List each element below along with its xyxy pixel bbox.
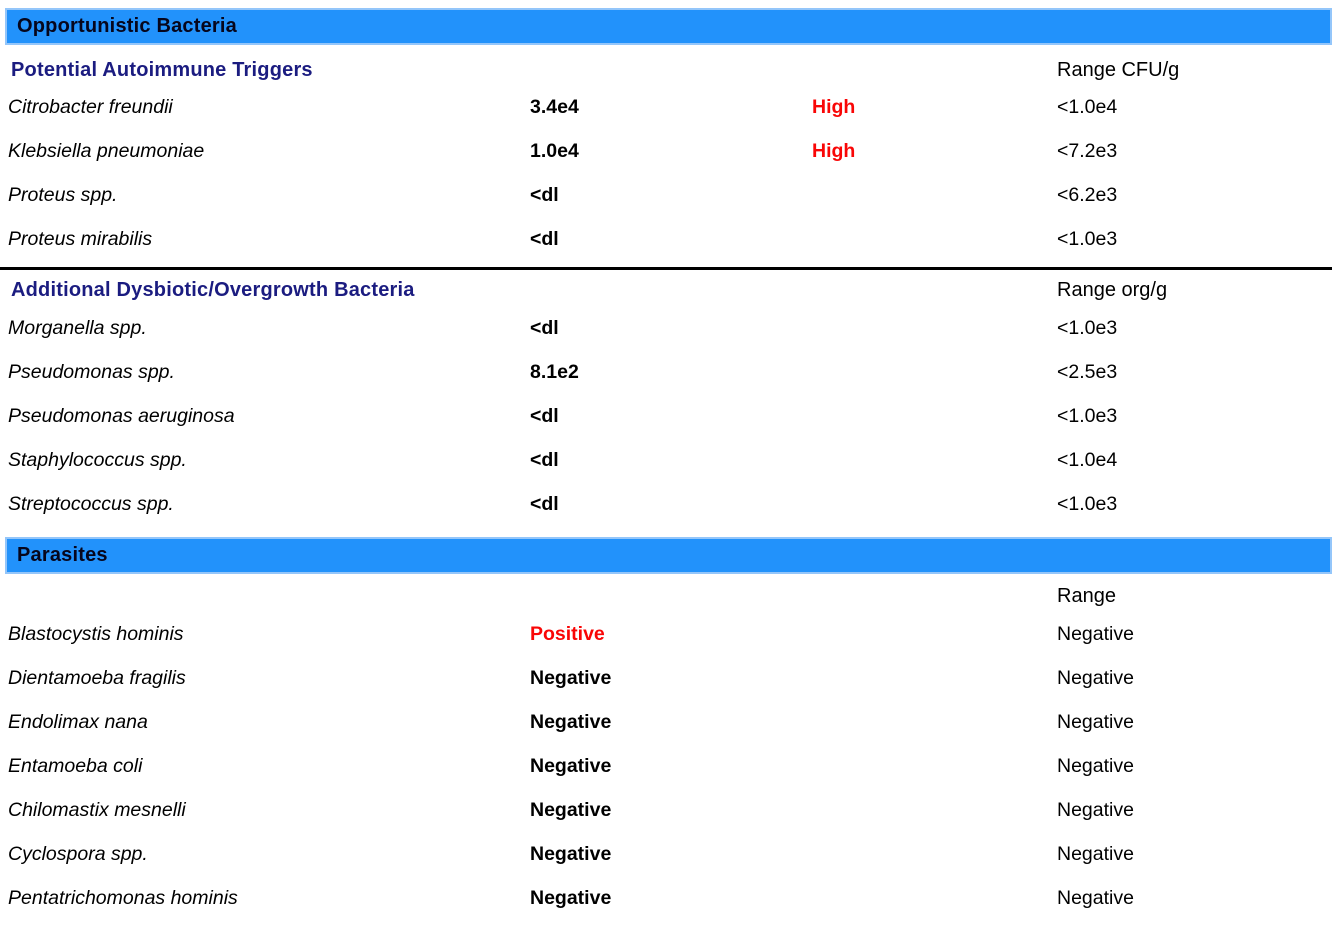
high-flag: High xyxy=(812,139,856,162)
table-row xyxy=(0,217,1340,261)
section-header-opportunistic-bacteria xyxy=(5,8,1332,45)
range-value: <2.5e3 xyxy=(1057,360,1118,383)
range-value: Negative xyxy=(1057,666,1134,689)
organism-name: Pseudomonas spp. xyxy=(8,360,175,383)
organism-name: Cyclospora spp. xyxy=(8,842,148,865)
range-value: Negative xyxy=(1057,754,1134,777)
table-row xyxy=(0,612,1340,656)
group-title: Additional Dysbiotic/Overgrowth Bacteria xyxy=(11,278,415,301)
range-column-header: Range CFU/g xyxy=(1057,58,1180,81)
range-value: Negative xyxy=(1057,622,1134,645)
section-title: Parasites xyxy=(17,544,108,566)
result-value: Negative xyxy=(530,666,612,689)
organism-name: Pseudomonas aeruginosa xyxy=(8,404,235,427)
table-row xyxy=(0,656,1340,700)
dysbiotic-bacteria-rows xyxy=(0,306,1340,526)
table-row xyxy=(0,700,1340,744)
table-row xyxy=(0,129,1340,173)
organism-name: Proteus mirabilis xyxy=(8,227,153,250)
table-row xyxy=(0,85,1340,129)
range-value: Negative xyxy=(1057,710,1134,733)
result-value-positive: Positive xyxy=(530,622,605,645)
table-row xyxy=(0,832,1340,876)
organism-name: Endolimax nana xyxy=(8,710,148,733)
organism-name: Proteus spp. xyxy=(8,183,118,206)
result-value: Negative xyxy=(530,798,612,821)
table-row xyxy=(0,173,1340,217)
section-divider-line xyxy=(0,267,1332,270)
table-row xyxy=(0,438,1340,482)
organism-name: Chilomastix mesnelli xyxy=(8,798,186,821)
organism-name: Staphylococcus spp. xyxy=(8,448,187,471)
parasites-rows xyxy=(0,612,1340,920)
range-value: <1.0e3 xyxy=(1057,492,1118,515)
range-value: <1.0e4 xyxy=(1057,448,1118,471)
organism-name: Blastocystis hominis xyxy=(8,622,184,645)
group-header-dysbiotic-bacteria xyxy=(0,277,1340,303)
range-value: <1.0e3 xyxy=(1057,316,1118,339)
table-row xyxy=(0,788,1340,832)
result-value: 1.0e4 xyxy=(530,139,579,162)
range-column-header: Range org/g xyxy=(1057,278,1168,301)
table-row xyxy=(0,482,1340,526)
organism-name: Entamoeba coli xyxy=(8,754,143,777)
result-value: Negative xyxy=(530,710,612,733)
range-value: <1.0e3 xyxy=(1057,227,1118,250)
range-value: <7.2e3 xyxy=(1057,139,1118,162)
result-value: <dl xyxy=(530,316,559,339)
organism-name: Dientamoeba fragilis xyxy=(8,666,186,689)
organism-name: Citrobacter freundii xyxy=(8,95,173,118)
section-title: Opportunistic Bacteria xyxy=(17,15,237,37)
result-value: <dl xyxy=(530,448,559,471)
result-value: Negative xyxy=(530,842,612,865)
result-value: 8.1e2 xyxy=(530,360,579,383)
result-value: <dl xyxy=(530,404,559,427)
range-value: <1.0e3 xyxy=(1057,404,1118,427)
organism-name: Klebsiella pneumoniae xyxy=(8,139,205,162)
group-header-autoimmune-triggers xyxy=(0,57,1340,83)
group-header-parasites xyxy=(0,583,1340,609)
lab-report-page xyxy=(0,8,1340,932)
table-row xyxy=(0,350,1340,394)
table-row xyxy=(0,306,1340,350)
high-flag: High xyxy=(812,95,856,118)
range-value: Negative xyxy=(1057,886,1134,909)
table-row xyxy=(0,394,1340,438)
section-header-parasites xyxy=(5,537,1332,574)
result-value: <dl xyxy=(530,492,559,515)
organism-name: Pentatrichomonas hominis xyxy=(8,886,238,909)
autoimmune-triggers-rows xyxy=(0,85,1340,261)
table-row xyxy=(0,744,1340,788)
organism-name: Streptococcus spp. xyxy=(8,492,174,515)
result-value: 3.4e4 xyxy=(530,95,579,118)
range-value: <6.2e3 xyxy=(1057,183,1118,206)
result-value: <dl xyxy=(530,183,559,206)
result-value: Negative xyxy=(530,886,612,909)
result-value: <dl xyxy=(530,227,559,250)
group-title: Potential Autoimmune Triggers xyxy=(11,58,313,81)
table-row xyxy=(0,876,1340,920)
organism-name: Morganella spp. xyxy=(8,316,147,339)
result-value: Negative xyxy=(530,754,612,777)
range-value: <1.0e4 xyxy=(1057,95,1118,118)
range-value: Negative xyxy=(1057,798,1134,821)
range-column-header: Range xyxy=(1057,584,1116,607)
range-value: Negative xyxy=(1057,842,1134,865)
